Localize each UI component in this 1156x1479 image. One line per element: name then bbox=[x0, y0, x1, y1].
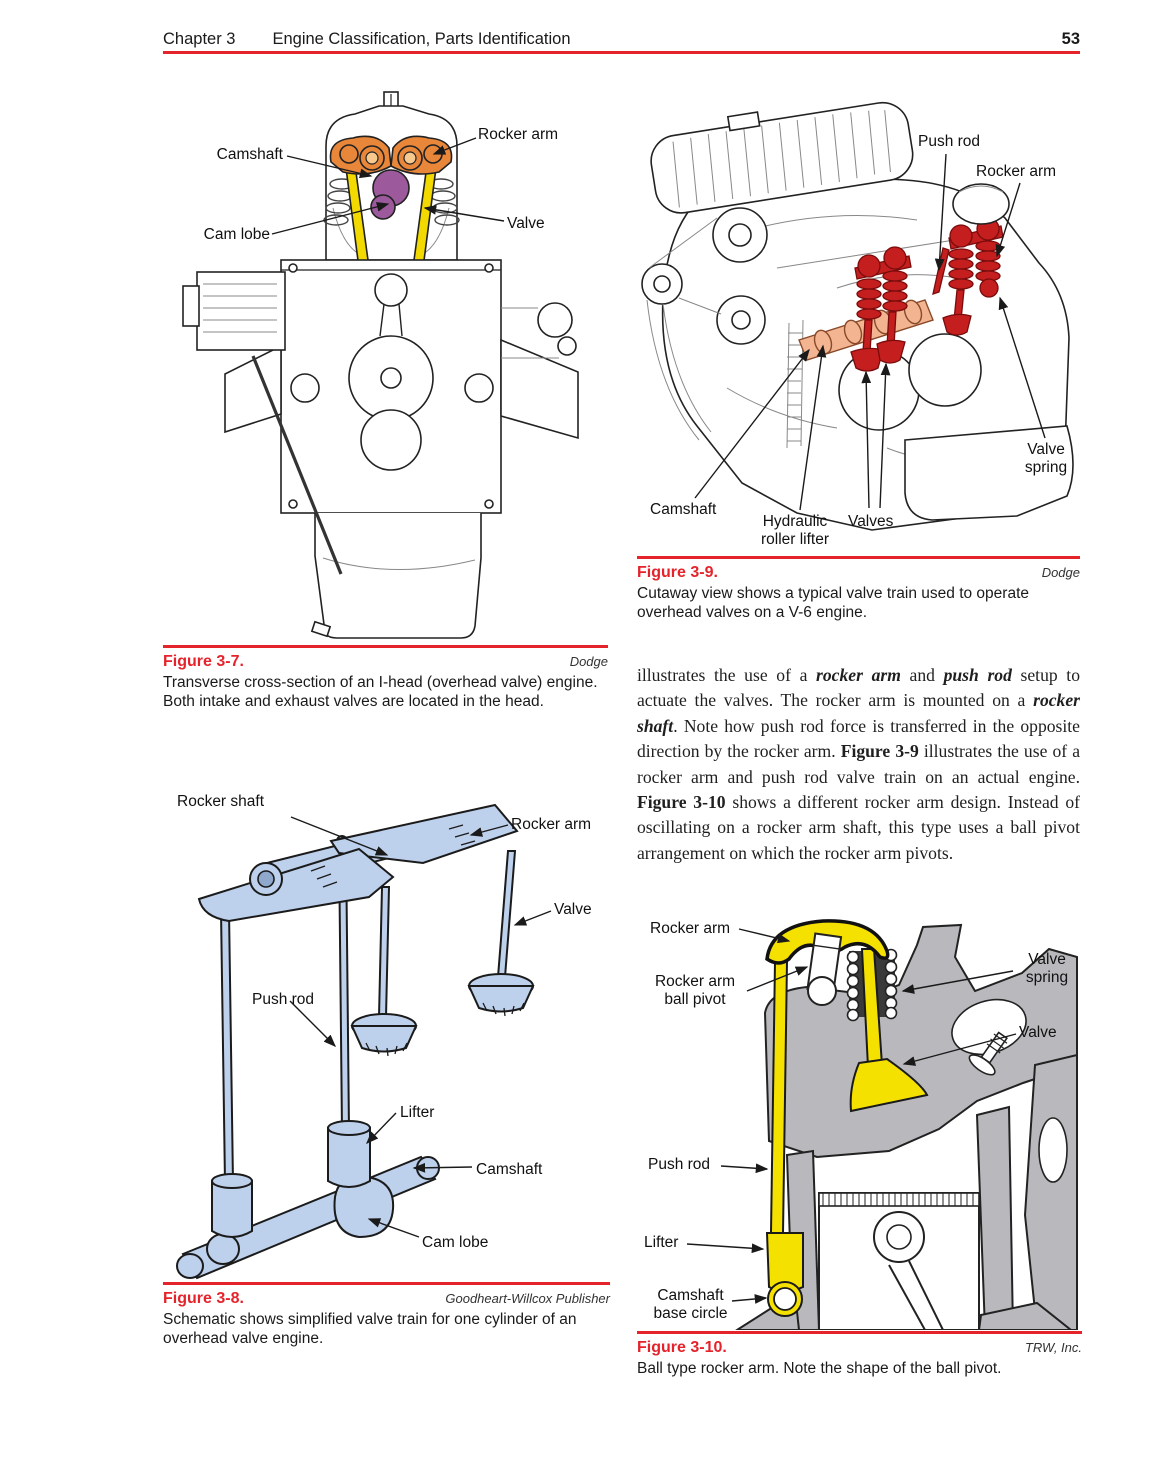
figure-3-7-number: Figure 3-7. bbox=[163, 652, 244, 670]
figure-3-8-caption: Schematic shows simplified valve train for one cylinder of an overhead valve engine. bbox=[163, 1310, 577, 1348]
figure-3-9-drawing bbox=[637, 88, 1080, 555]
body-paragraph: illustrates the use of a rocker arm and push rod setup to actuate the valves. The rocker arm is mounted on a rocker shaft. Note how push rod force is transferred in the opposite direction by the rocker arm. Figure 3-9 illustrates the use of a rocker arm and push rod valve train on an actual engine. Figure 3-10 shows a different rocker arm design. Instead of oscillating on a rocker arm shaft, this type uses a ball pivot arrangement on which the rocker arm pivots. bbox=[637, 665, 1081, 863]
label-push-rod: Push rod bbox=[918, 133, 981, 150]
figure-3-9-credit: Dodge bbox=[1041, 564, 1080, 580]
chapter-title: Engine Classification, Parts Identification bbox=[272, 30, 571, 48]
label-hydraulic-roller-lifter: Hydraulic roller lifter bbox=[760, 513, 830, 548]
label-cam-lobe: Cam lobe bbox=[203, 226, 270, 243]
label-camshaft: Camshaft bbox=[650, 501, 717, 518]
label-camshaft: Camshaft bbox=[216, 146, 283, 163]
label-lifter: Lifter bbox=[644, 1234, 679, 1251]
label-valves: Valves bbox=[848, 513, 894, 530]
figure-3-10-rule bbox=[637, 1331, 1082, 1334]
figure-3-7-canvas bbox=[163, 88, 608, 644]
figure-3-9-caption: Cutaway view shows a typical valve train used to operate overhead valves on a V-6 engine. bbox=[637, 584, 1030, 622]
figure-3-10-caption: Ball type rocker arm. Note the shape of the ball pivot. bbox=[637, 1359, 1002, 1377]
label-rocker-arm-ball-pivot: Rocker arm ball pivot bbox=[654, 973, 736, 1008]
figure-3-8-number: Figure 3-8. bbox=[163, 1289, 244, 1307]
label-valve-spring: Valve spring bbox=[1025, 951, 1069, 986]
figure-3-7-drawing bbox=[163, 88, 608, 644]
label-rocker-arm: Rocker arm bbox=[976, 163, 1057, 180]
figure-3-10 bbox=[637, 915, 1082, 1378]
figure-3-9 bbox=[637, 88, 1080, 623]
label-rocker-shaft: Rocker shaft bbox=[177, 793, 265, 810]
chapter-label: Chapter 3 bbox=[163, 30, 236, 48]
label-lifter: Lifter bbox=[400, 1104, 435, 1121]
page-header bbox=[163, 30, 1080, 49]
label-valve-spring: Valve spring bbox=[1024, 441, 1068, 476]
figure-3-7-rule bbox=[163, 645, 608, 648]
figure-3-8-drawing bbox=[163, 785, 610, 1281]
figure-3-9-rule bbox=[637, 556, 1080, 559]
label-push-rod: Push rod bbox=[648, 1156, 711, 1173]
figure-3-10-canvas bbox=[637, 915, 1082, 1330]
label-rocker-arm: Rocker arm bbox=[478, 126, 559, 143]
figure-3-9-canvas bbox=[637, 88, 1080, 555]
figure-3-8 bbox=[163, 785, 610, 1349]
figure-3-8-rule bbox=[163, 1282, 610, 1285]
header-rule bbox=[163, 51, 1080, 54]
label-valve: Valve bbox=[1019, 1024, 1057, 1041]
figure-3-9-number: Figure 3-9. bbox=[637, 563, 718, 581]
figure-3-7 bbox=[163, 88, 608, 712]
label-valve: Valve bbox=[507, 215, 545, 232]
figure-3-8-canvas bbox=[163, 785, 610, 1281]
figure-3-7-caption: Transverse cross-section of an I-head (overhead valve) engine. Both intake and exhaust valves are located in the head. bbox=[163, 673, 598, 711]
label-rocker-arm: Rocker arm bbox=[511, 816, 592, 833]
page-number: 53 bbox=[1061, 30, 1080, 48]
label-camshaft: Camshaft bbox=[476, 1161, 543, 1178]
label-camshaft-base-circle: Camshaft base circle bbox=[653, 1287, 728, 1322]
label-valve: Valve bbox=[554, 901, 592, 918]
label-rocker-arm: Rocker arm bbox=[650, 920, 731, 937]
label-push-rod: Push rod bbox=[252, 991, 315, 1008]
figure-3-8-credit: Goodheart-Willcox Publisher bbox=[445, 1290, 610, 1306]
figure-3-7-credit: Dodge bbox=[569, 653, 608, 669]
figure-3-10-number: Figure 3-10. bbox=[637, 1338, 727, 1356]
label-cam-lobe: Cam lobe bbox=[422, 1234, 489, 1251]
figure-3-10-credit: TRW, Inc. bbox=[1024, 1339, 1082, 1355]
